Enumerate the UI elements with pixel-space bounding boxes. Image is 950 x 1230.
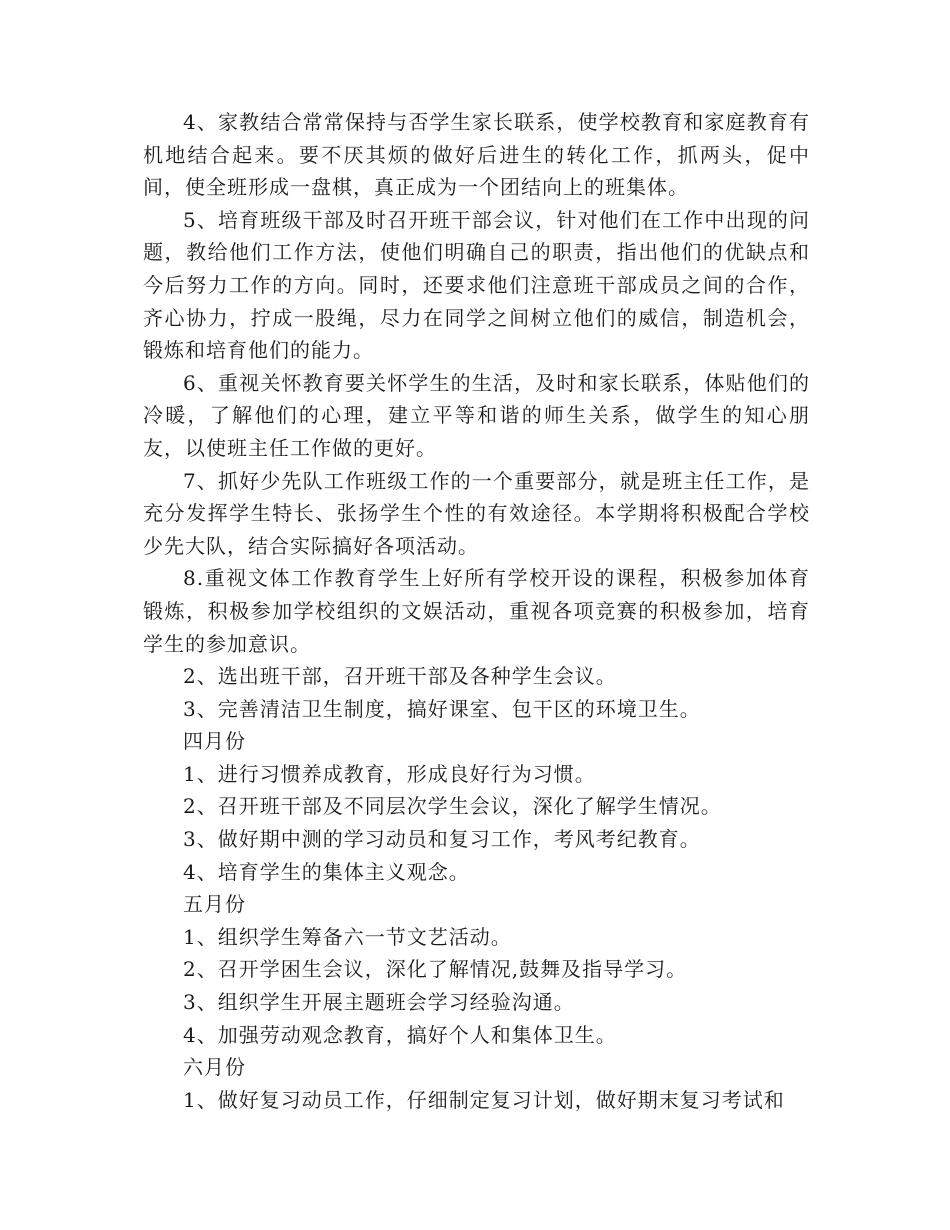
paragraph-item-4: 4、家教结合常常保持与否学生家长联系，使学校教育和家庭教育有机地结合起来。要不厌其烦的做好后进生的转化工作，抓两头，促中间，使全班形成一盘棋，真正成为一个团结向上的班集体。 [143, 110, 810, 200]
section-heading-june: 六月份 [183, 1055, 246, 1080]
list-item: 2、召开学困生会议，深化了解情况,鼓舞及指导学习。 [183, 957, 688, 982]
paragraph-item-8: 8.重视文体工作教育学生上好所有学校开设的课程，积极参加体育锻炼，积极参加学校组织的文娱活动，重视各项竞赛的积极参加，培育学生的参加意识。 [143, 566, 810, 656]
paragraph-item-7: 7、抓好少先队工作班级工作的一个重要部分，就是班主任工作，是充分发挥学生特长、张扬学生个性的有效途径。本学期将积极配合学校少先大队，结合实际搞好各项活动。 [143, 468, 810, 558]
section-heading-may: 五月份 [183, 892, 246, 917]
list-item: 4、加强劳动观念教育，搞好个人和集体卫生。 [183, 1022, 617, 1047]
list-item: 2、选出班干部，召开班干部及各种学生会议。 [183, 664, 617, 689]
document-page [143, 106, 810, 1116]
list-item: 3、完善清洁卫生制度，搞好课室、包干区的环境卫生。 [183, 696, 701, 721]
list-item: 3、组织学生开展主题班会学习经验沟通。 [183, 990, 575, 1015]
list-item: 1、做好复习动员工作，仔细制定复习计划，做好期末复习考试和 [183, 1087, 785, 1112]
list-item: 2、召开班干部及不同层次学生会议，深化了解学生情况。 [183, 794, 722, 819]
list-item: 4、培育学生的集体主义观念。 [183, 859, 470, 884]
list-item: 1、组织学生筹备六一节文艺活动。 [183, 924, 512, 949]
section-heading-april: 四月份 [183, 729, 246, 754]
paragraph-item-6: 6、重视关怀教育要关怀学生的生活，及时和家长联系，体贴他们的冷暖，了解他们的心理，建立平等和谐的师生关系，做学生的知心朋友，以使班主任工作做的更好。 [143, 370, 810, 460]
list-item: 1、进行习惯养成教育，形成良好行为习惯。 [183, 761, 596, 786]
list-item: 3、做好期中测的学习动员和复习工作，考风考纪教育。 [183, 827, 701, 852]
paragraph-item-5: 5、培育班级干部及时召开班干部会议，针对他们在工作中出现的问题，教给他们工作方法，使他们明确自己的职责，指出他们的优缺点和今后努力工作的方向。同时，还要求他们注意班干部成员之间的合作，齐心协力，拧成一股绳，尽力在同学之间树立他们的威信，制造机会，锻炼和培育他们的能力。 [143, 207, 810, 363]
